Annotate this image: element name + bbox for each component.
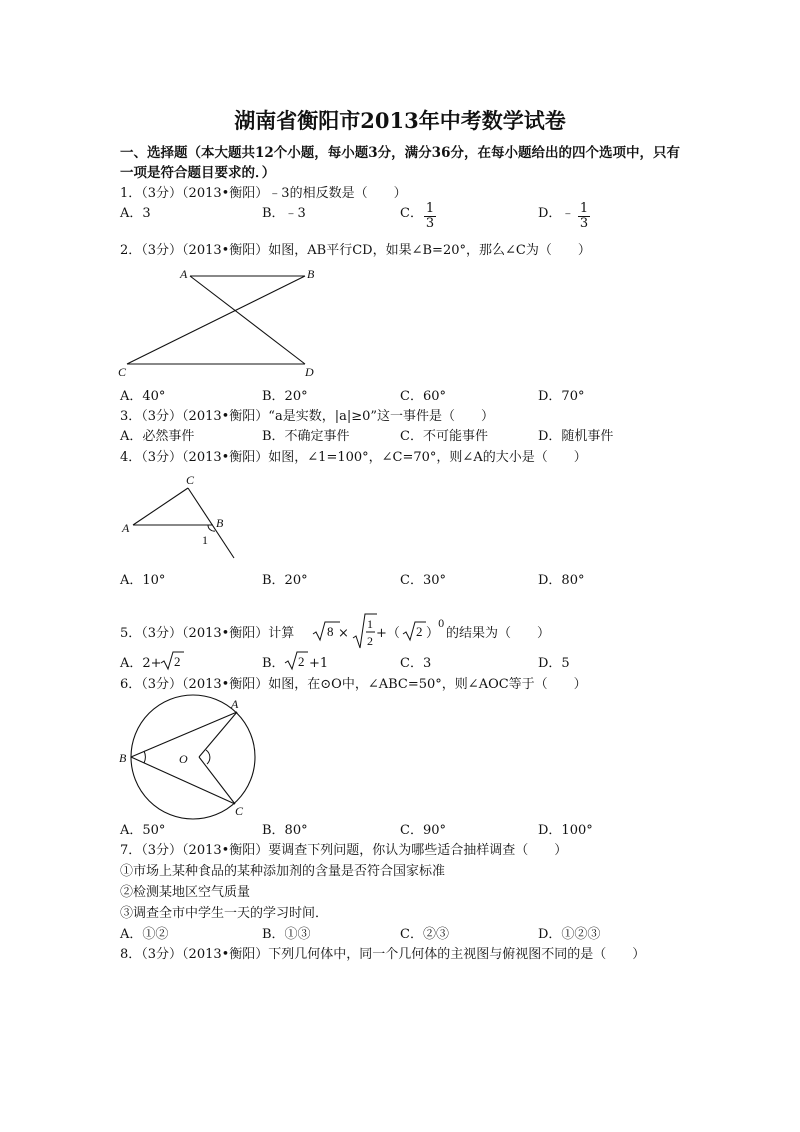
- radical-sign-icon: [353, 614, 377, 648]
- q7-option-c: C．②③: [400, 927, 449, 942]
- q5-half-denominator: 2: [367, 634, 373, 648]
- q1-option-a: A．3: [120, 206, 151, 221]
- q4-line-cb-extended: [188, 488, 234, 558]
- radical-sign-icon: [285, 652, 308, 669]
- q5-plus-paren: +（: [376, 626, 400, 641]
- section-heading-line2: 一项是符合题目要求的．）: [120, 165, 276, 181]
- q1-option-c: C．: [400, 206, 423, 221]
- q4-option-b: B．20°: [262, 573, 308, 588]
- q4-triangle-figure: [118, 470, 243, 565]
- q5-exponent: 0: [438, 619, 445, 630]
- q2-label-a: A: [180, 267, 188, 281]
- q2-parallel-lines-figure: [115, 264, 325, 380]
- q5-sqrt8-radicand: 8: [327, 624, 334, 639]
- q4-option-d: D．80°: [538, 573, 585, 588]
- page-title: 湖南省衡阳市2013年中考数学试卷: [234, 108, 566, 133]
- q6-chord-ba: [131, 712, 237, 757]
- q4-label-b: B: [216, 516, 224, 530]
- q6-label-a: A: [231, 697, 239, 711]
- q7-option-b: B．①③: [262, 927, 311, 942]
- q7-item-2: ②检测某地区空气质量: [120, 885, 251, 900]
- q3-option-b: B．不确定事件: [262, 429, 350, 444]
- q6-label-c: C: [235, 804, 244, 818]
- q8-stem: 8．（3分）（2013•衡阳）下列几何体中，同一个几何体的主视图与俯视图不同的是（ ）: [120, 947, 646, 962]
- q5-option-b-prefix: B．: [262, 656, 285, 671]
- q5-option-a: A．2+: [120, 656, 162, 671]
- q5-option-a-sqrt2: [160, 649, 186, 673]
- q6-circle-figure: [115, 692, 270, 820]
- q5-sqrt2-radicand: 2: [416, 624, 423, 639]
- q5-option-c: C．3: [400, 656, 432, 671]
- q2-label-d: D: [305, 365, 314, 379]
- q6-angle-o-arc: [206, 750, 210, 764]
- q4-stem: 4．（3分）（2013•衡阳）如图，∠1=100°，∠C=70°，则∠A的大小是（ ）: [120, 450, 587, 465]
- q6-stem: 6．（3分）（2013•衡阳）如图，在⊙O中，∠ABC=50°，则∠AOC等于（ ）: [120, 677, 587, 692]
- q7-item-3: ③调查全市中学生一天的学习时间．: [120, 906, 329, 921]
- q6-label-o: O: [179, 752, 188, 766]
- q6-option-d: D．100°: [538, 823, 593, 838]
- q6-radius-oa: [199, 712, 237, 757]
- q1-stem: 1．（3分）（2013•衡阳）﹣3的相反数是（ ）: [120, 186, 407, 201]
- q2-option-c: C．60°: [400, 389, 446, 404]
- q5-half-numerator: 1: [367, 617, 373, 631]
- section-heading-line1: 一、选择题（本大题共12个小题，每小题3分，满分36分，在每小题给出的四个选项中，只有: [120, 145, 680, 161]
- q4-label-c: C: [186, 473, 195, 487]
- q2-option-b: B．20°: [262, 389, 308, 404]
- q2-line-ad: [190, 276, 305, 364]
- q6-circle-o: [131, 695, 255, 819]
- q1-c-denominator: 3: [425, 216, 435, 231]
- radical-sign-icon: [403, 622, 426, 640]
- q7-option-a: A．①②: [120, 927, 169, 942]
- q2-label-c: C: [118, 365, 127, 379]
- q3-stem: 3．（3分）（2013•衡阳）“a是实数，|a|≥0”这一事件是（ ）: [120, 409, 495, 424]
- radical-sign-icon: [161, 652, 184, 669]
- q6-angle-b-arc: [144, 751, 145, 763]
- q2-option-d: D．70°: [538, 389, 585, 404]
- q1-option-b: B．﹣3: [262, 206, 306, 221]
- q2-option-a: A．40°: [120, 389, 166, 404]
- q1-d-numerator: 1: [579, 201, 589, 216]
- q1-fraction-d: [578, 202, 590, 231]
- q5-option-a-radicand: 2: [174, 654, 181, 669]
- q5-option-b-sqrt2: [284, 649, 310, 673]
- q3-option-a: A．必然事件: [120, 429, 195, 444]
- q1-d-denominator: 3: [579, 216, 589, 231]
- q2-label-b: B: [307, 267, 315, 281]
- q2-line-bc: [127, 276, 305, 364]
- q5-sqrt-half: [352, 612, 378, 652]
- q5-option-b-radicand: 2: [298, 654, 305, 669]
- q3-option-c: C．不可能事件: [400, 429, 488, 444]
- q5-sqrt2: [402, 618, 428, 644]
- q4-side-ac: [133, 488, 188, 525]
- q5-stem-prefix: 5．（3分）（2013•衡阳）计算: [120, 626, 295, 641]
- q6-option-a: A．50°: [120, 823, 166, 838]
- q5-stem-suffix: 的结果为（ ）: [446, 626, 551, 641]
- q1-c-numerator: 1: [425, 201, 435, 216]
- q4-option-c: C．30°: [400, 573, 446, 588]
- q6-option-b: B．80°: [262, 823, 308, 838]
- q1-option-d: D．﹣: [538, 206, 575, 221]
- q3-option-d: D．随机事件: [538, 429, 614, 444]
- q4-label-1: 1: [202, 533, 208, 547]
- q6-label-b: B: [119, 751, 127, 765]
- q5-option-b-suffix: +1: [309, 656, 329, 671]
- q4-option-a: A．10°: [120, 573, 166, 588]
- q6-option-c: C．90°: [400, 823, 446, 838]
- q5-close-paren: ）: [426, 626, 440, 641]
- q5-option-d: D．5: [538, 656, 570, 671]
- q7-item-1: ①市场上某种食品的某种添加剂的含量是否符合国家标准: [120, 864, 446, 879]
- q4-label-a: A: [122, 521, 130, 535]
- q1-fraction-c: [424, 202, 436, 231]
- q7-stem: 7．（3分）（2013•衡阳）要调查下列问题，你认为哪些适合抽样调查（ ）: [120, 843, 568, 858]
- q5-times-sign: ×: [338, 626, 349, 641]
- q6-radius-oc: [199, 757, 235, 804]
- q7-option-d: D．①②③: [538, 927, 601, 942]
- q2-stem: 2．（3分）（2013•衡阳）如图，AB平行CD，如果∠B=20°，那么∠C为（ ）: [120, 243, 591, 258]
